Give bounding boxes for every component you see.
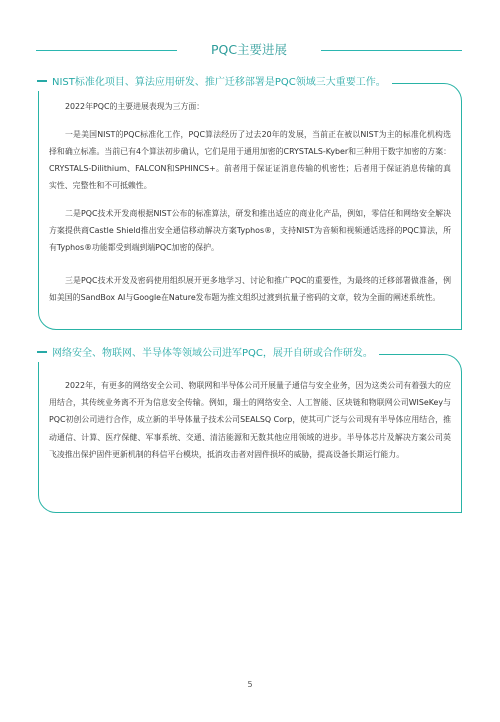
section-box-companies	[38, 348, 462, 513]
paragraph-companies: 2022年，有更多的网络安全公司、物联网和半导体公司开展量子通信与安全业务，因为这类公司有着强大的应用结合，其传统业务离不开为信息安全传输。例如，瑞士的网络安全、人工智能、区块链和物联网公司WISeKey与PQC初创公司进行合作，成立新的半导体量子技术公司SEALSQ Corp，使其可广泛与公司现有半导体应用结合，推动通信、计算、医疗保健、军事系统、交通、清洁能源和无数其他应用领域的进步。半导体芯片及解决方案公司英飞凌推出保护固件更新机制的科信平台模块，抵消攻击者对固件损坏的威胁，提高设备长期运行能力。	[49, 381, 451, 459]
heading-dash-icon	[37, 351, 47, 353]
section-box-nist	[38, 77, 462, 330]
page-number: 5	[247, 680, 253, 689]
section-heading-text: 网络安全、物联网、半导体等领域公司进军PQC，展开自研或合作研发。	[52, 348, 373, 359]
heading-dash-icon	[37, 80, 47, 82]
paragraph-commercial-products: 二是PQC技术开发商根据NIST公布的标准算法，研发和推出适应的商业化产品，例如，零信任和网络安全解决方案提供商Castle Shield推出安全通信移动解决方案Typhos®，支持NIST为音频和视频通话选择的PQC算法，所有Typhos®功能都受到端到端PQC加密的保护。	[49, 209, 451, 252]
paragraph-nist-standardization: 一是美国NIST的PQC标准化工作，PQC算法经历了过去20年的发展，当前正在被以NIST为主的标准化机构选择和确立标准。当前已有4个算法初步确认，它们是用于通用加密的CRYSTALS-Kyber和三种用于数字加密的方案：CRYSTALS-Dilithium、FALCON和SPHINCS+。前者用于保证证消息传输的机密性；后者用于保证消息传输的真实性、完整性和不可抵赖性。	[49, 130, 451, 190]
section-heading	[37, 346, 379, 362]
section-heading-text: NIST标准化项目、算法应用研发、推广迁移部署是PQC领域三大重要工作。	[52, 77, 386, 88]
page-title: PQC主要进展	[210, 42, 288, 57]
header-rule-right	[321, 50, 462, 51]
section-heading	[37, 75, 392, 91]
paragraph-migration-preparation: 三是PQC技术开发及密码使用组织展开更多地学习、讨论和推广PQC的重要性，为最终的迁移部署做准备，例如美国的SandBox AI与Google在Nature发布题为推文组织过渡到抗量子密码的文章，较为全面的阐述系统性。	[49, 276, 451, 302]
header-rule-left	[36, 50, 177, 51]
page-header	[36, 42, 462, 58]
paragraph-intro: 2022年PQC的主要进展表现为三方面：	[65, 102, 205, 111]
